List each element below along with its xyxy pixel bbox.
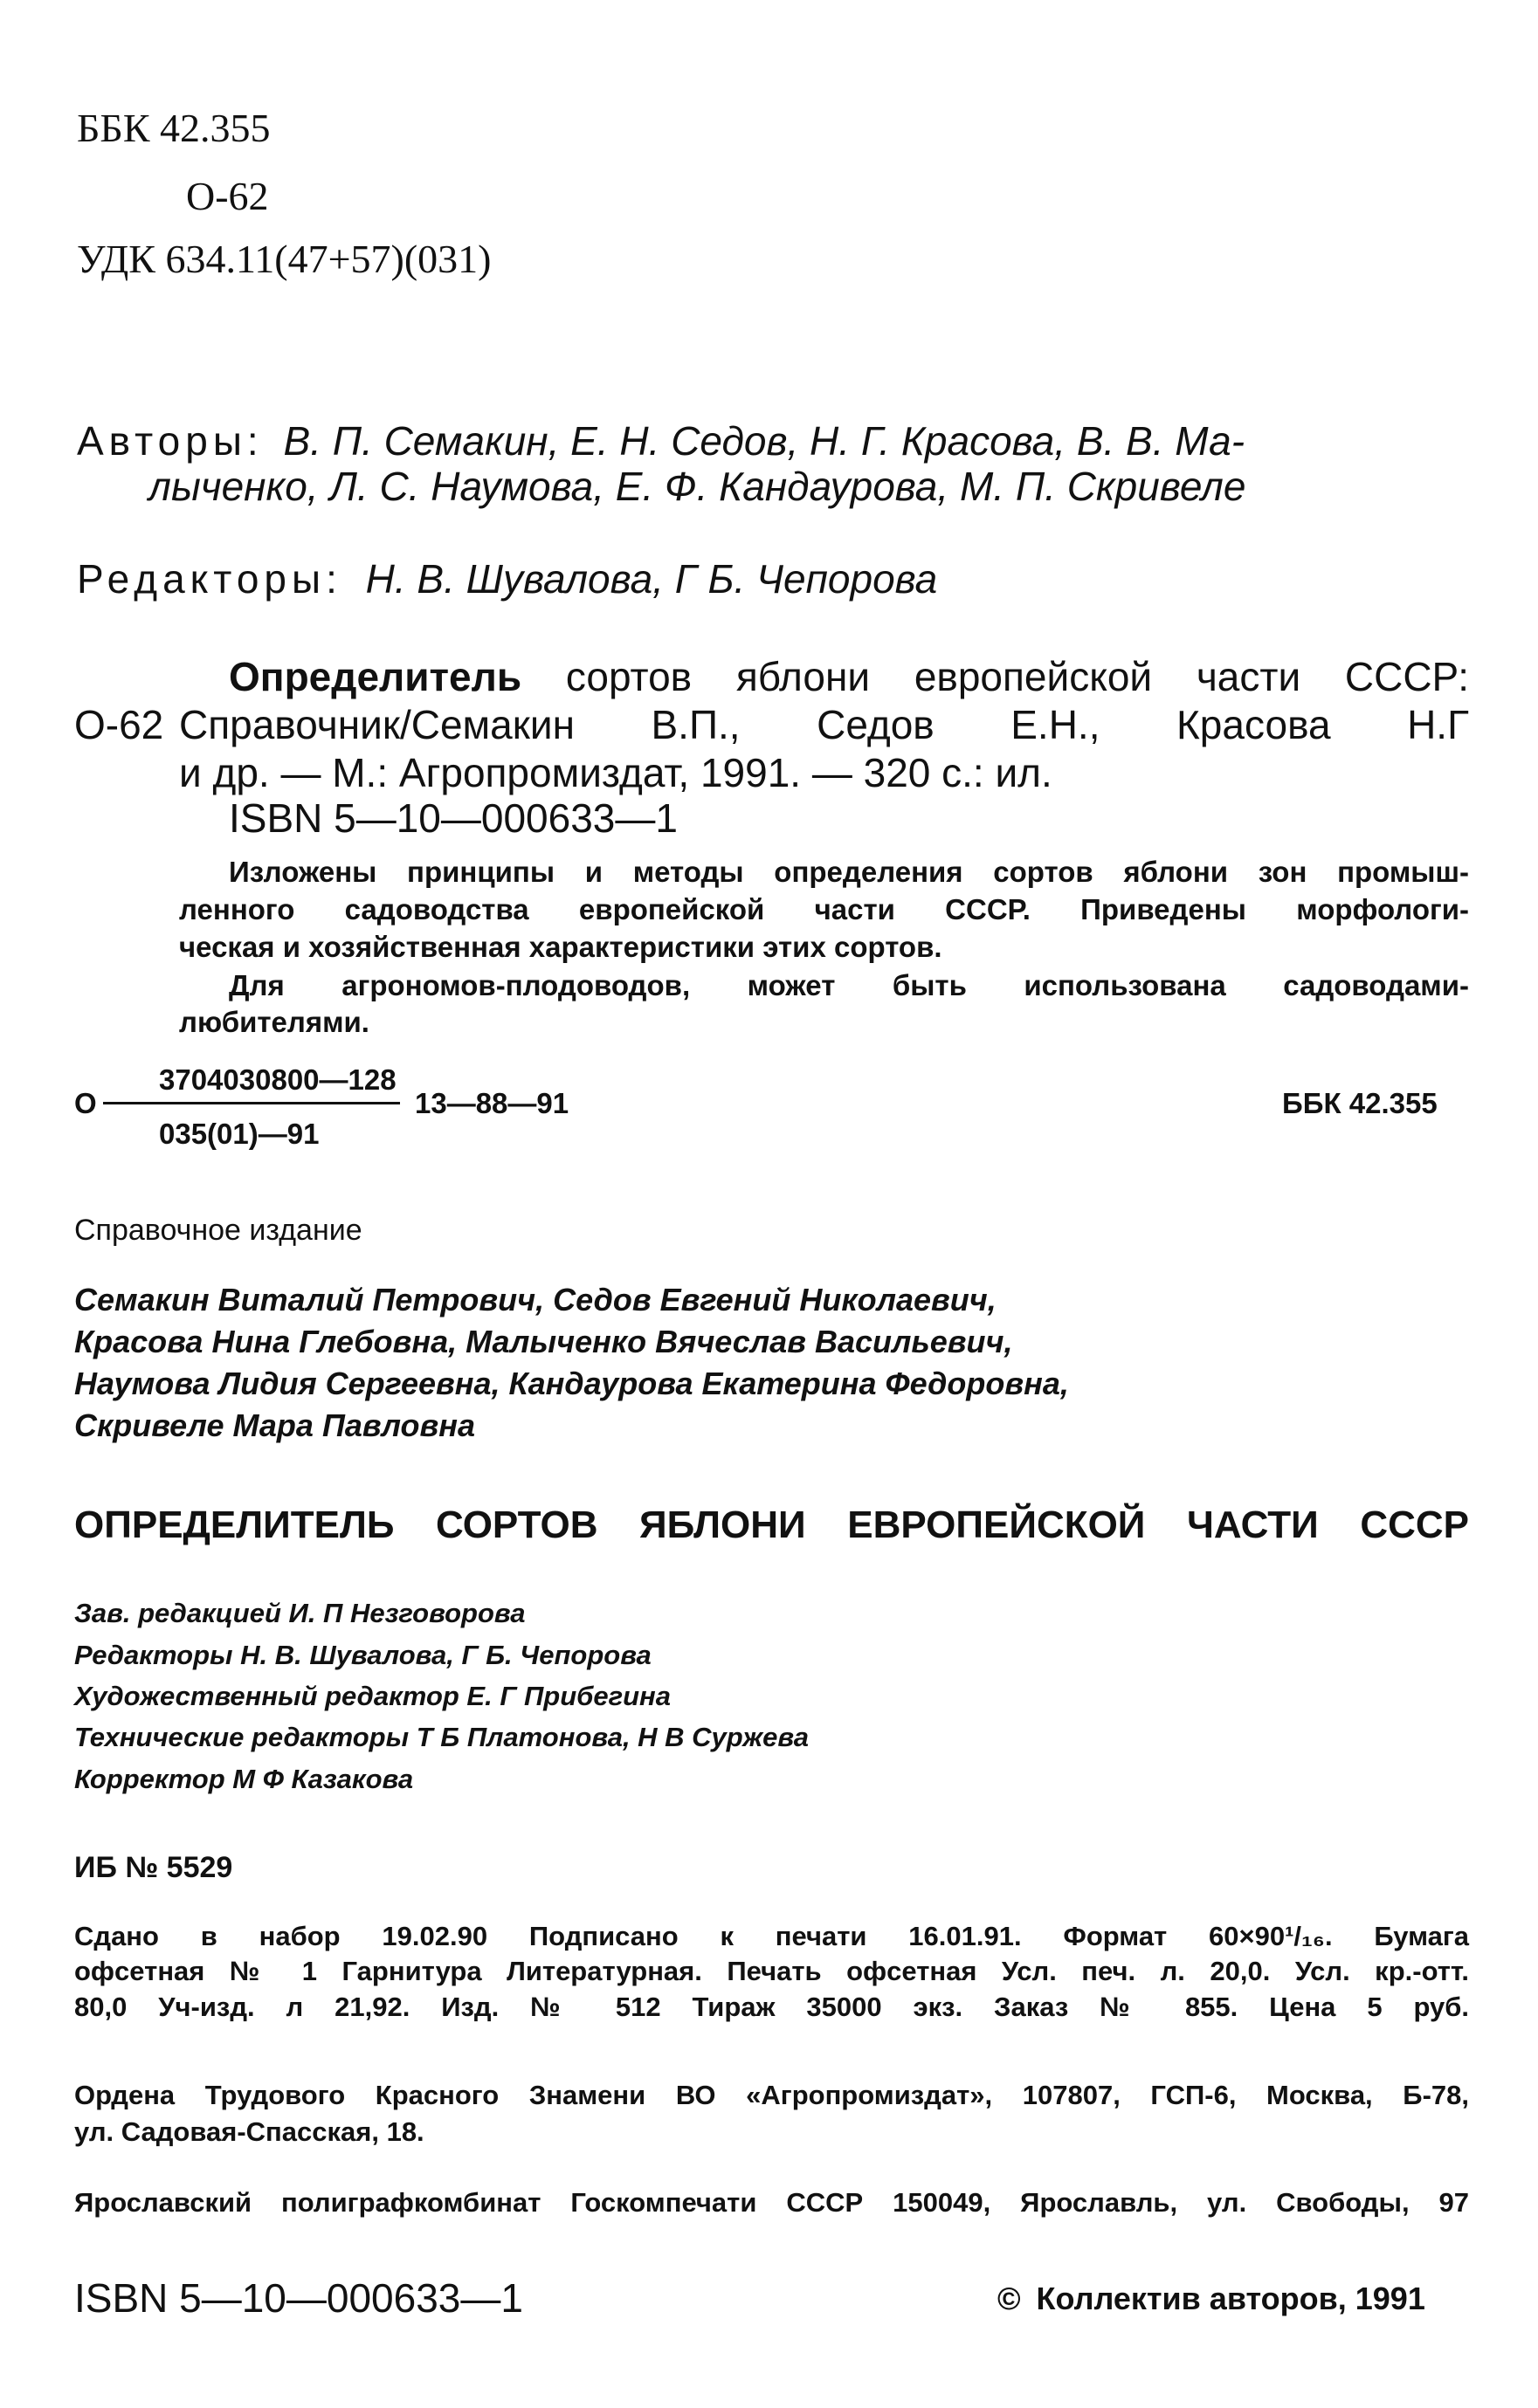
full-authors-3: Наумова Лидия Сергеевна, Кандаурова Екатерина Федоровна, — [74, 1366, 1069, 1401]
author-mark: О-62 — [186, 174, 269, 218]
catalog-mark: О-62 — [74, 702, 164, 747]
staff-line-5: Корректор М Ф Казакова — [74, 1764, 414, 1794]
editors-names: Н. В. Шувалова, Г Б. Чепорова — [365, 556, 938, 602]
index-bbk: ББК 42.355 — [1282, 1087, 1438, 1119]
index-denominator: 035(01)—91 — [159, 1118, 320, 1150]
staff-line-3: Художественный редактор Е. Г Прибегина — [74, 1681, 672, 1711]
editors-line — [77, 555, 937, 602]
print-info-2: офсетная № 1 Гарнитура Литературная. Печать офсетная Усл. печ. л. 20,0. Усл. кр.-отт. — [74, 1956, 1469, 1986]
copyright-text: Коллектив авторов, 1991 — [1036, 2281, 1425, 2316]
fraction-bar — [103, 1102, 400, 1104]
footer-isbn: ISBN 5—10—000633—1 — [74, 2275, 523, 2321]
reference-label: Справочное издание — [74, 1214, 362, 1247]
publisher-line-2: ул. Садовая-Спасская, 18. — [74, 2116, 424, 2147]
catalog-isbn: ISBN 5—10—000633—1 — [229, 795, 678, 841]
abstract-line-5: любителями. — [179, 1006, 369, 1038]
authors-label: Авторы: — [77, 418, 264, 464]
print-info-3: 80,0 Уч-изд. л 21,92. Изд. № 512 Тираж 35000 экз. Заказ № 855. Цена 5 руб. — [74, 1992, 1469, 2022]
staff-line-2: Редакторы Н. В. Шувалова, Г Б. Чепорова — [74, 1640, 652, 1670]
editors-label: Редакторы: — [77, 556, 342, 602]
publisher-line-1: Ордена Трудового Красного Знамени ВО «Агропромиздат», 107807, ГСП-6, Москва, Б-78, — [74, 2080, 1469, 2110]
print-info-1: Сдано в набор 19.02.90 Подписано к печати 16.01.91. Формат 60×90¹/₁₆. Бумага — [74, 1921, 1469, 1951]
ib-number: ИБ № 5529 — [74, 1851, 233, 1884]
full-authors-2: Красова Нина Глебовна, Малыченко Вячеслав Васильевич, — [74, 1324, 1013, 1359]
index-prefix: О — [74, 1087, 97, 1119]
bbk-code: ББК 42.355 — [77, 106, 271, 150]
printer-line: Ярославский полиграфкомбинат Госкомпечати СССР 150049, Ярославль, ул. Свободы, 97 — [74, 2187, 1469, 2218]
book-title: ОПРЕДЕЛИТЕЛЬ СОРТОВ ЯБЛОНИ ЕВРОПЕЙСКОЙ ЧАСТИ СССР — [74, 1503, 1469, 1546]
catalog-title-bold: Определитель — [229, 654, 522, 699]
udk-code: УДК 634.11(47+57)(031) — [77, 237, 492, 281]
staff-line-1: Зав. редакцией И. П Незговорова — [74, 1598, 526, 1628]
full-authors-1: Семакин Виталий Петрович, Седов Евгений Николаевич, — [74, 1282, 997, 1318]
abstract-line-3: ческая и хозяйственная характеристики этих сортов. — [179, 931, 942, 963]
catalog-line-3: и др. — М.: Агропромиздат, 1991. — 320 с.: ил. — [179, 750, 1052, 795]
catalog-line-2: Справочник/Семакин В.П., Седов Е.Н., Красова Н.Г — [179, 702, 1469, 747]
index-numerator: 3704030800—128 — [159, 1063, 397, 1096]
abstract-line-2: ленного садоводства европейской части СССР. Приведены морфологи- — [179, 893, 1469, 925]
catalog-line-1 — [229, 653, 1469, 700]
authors-names-2: лыченко, Л. С. Наумова, Е. Ф. Кандаурова, М. П. Скривеле — [148, 464, 1246, 509]
copyright-line — [997, 2281, 1425, 2317]
catalog-title-rest: сортов яблони европейской части СССР: — [565, 654, 1469, 699]
copyright-icon: © — [997, 2281, 1021, 2316]
abstract-line-1: Изложены принципы и методы определения сортов яблони зон промыш- — [229, 856, 1469, 888]
index-suffix: 13—88—91 — [415, 1087, 569, 1119]
staff-line-4: Технические редакторы Т Б Платонова, Н В Суржева — [74, 1722, 809, 1752]
authors-line-1 — [77, 417, 1245, 464]
authors-names-1: В. П. Семакин, Е. Н. Седов, Н. Г. Красова, В. В. Ма- — [283, 418, 1245, 464]
full-authors-4: Скривеле Мара Павловна — [74, 1407, 476, 1443]
abstract-line-4: Для агрономов-плодоводов, может быть использована садоводами- — [229, 969, 1469, 1001]
